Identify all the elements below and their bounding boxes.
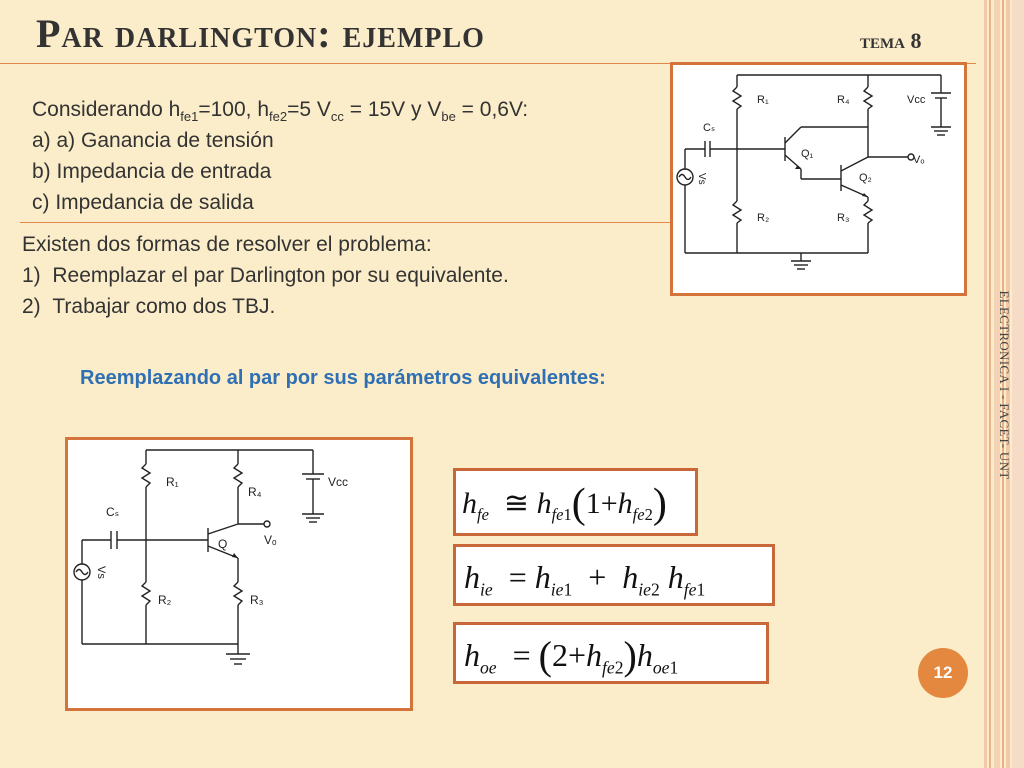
darlington-schematic	[673, 65, 964, 293]
label-r3: R₃	[250, 593, 264, 607]
equation-hfe	[453, 468, 698, 536]
problem-statement: Considerando $h_{fe1}=100$, $h_{fe2}=5$ $V_{cc} = 15V$ y $V_{be} = 0,6V$:	[32, 98, 529, 125]
label-r1: R₁	[757, 94, 769, 106]
page-number-badge: 12	[918, 648, 968, 698]
problem-item-b: b) Impedancia de entrada	[32, 160, 272, 183]
label-r4: R₄	[248, 485, 262, 499]
q2-emitter-arrow	[862, 193, 868, 197]
label-q1: Q₁	[801, 148, 814, 160]
decor-stripe	[984, 0, 987, 768]
equation-hfe-render: $h_{fe}$ ≅ $h_{fe1}(1+h_{fe2})$	[462, 481, 667, 527]
label-q2: Q₂	[859, 172, 872, 184]
problem-item-c: c) Impedancia de salida	[32, 191, 254, 214]
method-item-1: 1) Reemplazar el par Darlington por su equivalente.	[22, 264, 509, 287]
label-r2: R₂	[757, 212, 770, 224]
label-cs: Cₛ	[106, 505, 120, 519]
equation-hie-render: $h_{ie} = h_{ie1} + h_{ie2}$ $h_{fe1}$	[464, 559, 706, 600]
course-side-label: ELECTRONICA I - FACET- UNT	[997, 290, 1012, 480]
topic-label: tema 8	[860, 28, 922, 53]
label-vo: Vₒ	[264, 533, 277, 547]
equation-hie	[453, 544, 775, 606]
slide-title: Par darlington: ejemplo	[36, 11, 485, 56]
label-r3: R₃	[837, 212, 850, 224]
problem-item-a: a) a) Ganancia de tensión	[32, 129, 274, 152]
label-vcc: Vᴄᴄ	[907, 94, 926, 106]
equation-hoe-render: $h_{oe} = (2+h_{fe2})h_{oe1}$	[464, 633, 679, 678]
equation-hoe	[453, 622, 769, 684]
label-vcc: Vᴄᴄ	[328, 475, 349, 489]
label-vs: Vs	[696, 173, 707, 185]
label-r1: R₁	[166, 475, 179, 489]
decor-stripe	[989, 0, 991, 768]
equivalent-circuit-figure	[65, 437, 413, 711]
darlington-circuit-figure	[670, 62, 967, 296]
method-item-2: 2) Trabajar como dos TBJ.	[22, 295, 276, 318]
decor-stripe	[1012, 0, 1024, 768]
section-highlight: Reemplazando al par por sus parámetros equivalentes:	[80, 367, 606, 389]
label-r4: R₄	[837, 94, 850, 106]
label-cs: Cₛ	[703, 122, 716, 134]
label-vo: Vₒ	[913, 154, 925, 166]
q-emitter-arrow	[232, 553, 238, 558]
label-q: Q	[218, 537, 228, 551]
section-divider	[20, 222, 676, 223]
label-r2: R₂	[158, 593, 172, 607]
label-vs: Vs	[95, 566, 107, 579]
equivalent-schematic	[68, 440, 410, 708]
methods-intro: Existen dos formas de resolver el problema:	[22, 233, 432, 256]
